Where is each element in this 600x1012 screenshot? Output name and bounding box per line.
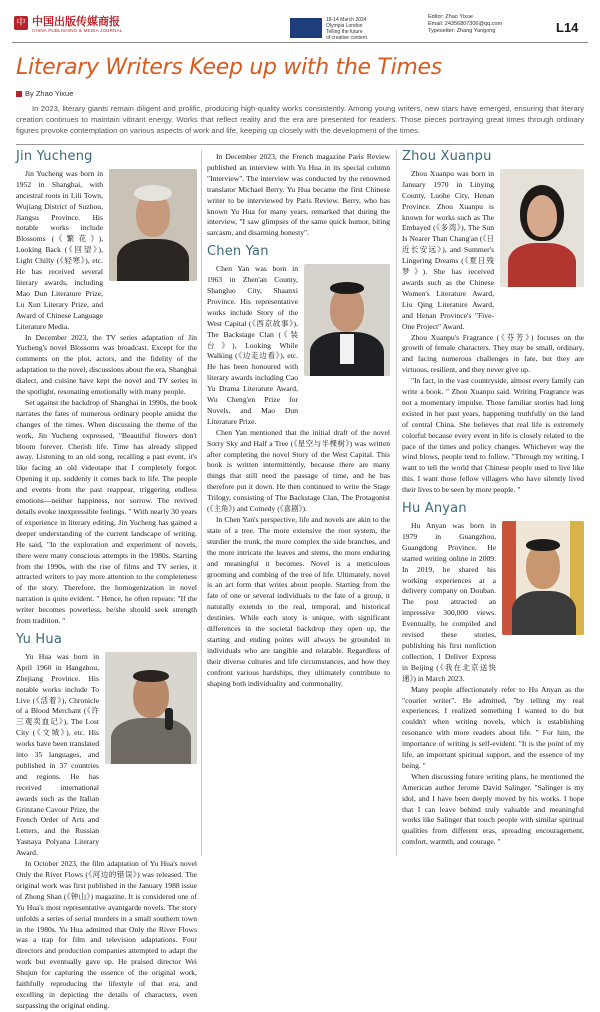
paragraph: In October 2023, the film adaptation of Yu Hua's novel Only the River Flows (《河边的错误》) was released. The original work was first published in the January 1988 issue of Zhong Shan (《钟山》) magazine. It is considered one of Yu Hua's most representative avantgarde novels. The story unfolds a series of serial murders in a small southern town in the 1980s. Yu Hua admitted that Only the River Flows was a trap for film and television adaptations. Four directors and production companies attempted to adapt the work but eventually gave up. He praised director Wei Shujun for capturing the essence of the original work, faithfully reproducing the lifestyle of that era, and excelling in depicting the details of characters, even surpassing the original ending. xyxy=(16,859,197,1010)
paragraph: Set against the backdrop of Shanghai in 1990s, the book narrates the fates of numerous ordinary people amidst the changes of the times. When discussing the theme of the work, Jin Yucheng expressed, "Beautiful flowers don't bloom forever. Cherish life. Time has already slipped away. Listening to an old song, recalling a past event, it's like facing an old videotape that I completely forgot. Opening it up, suddenly it comes back to life. The people and events from the past reappear, triggering endless emotions—neither happiness, nor sorrow. The revived details evoke inexpressible feelings. " With nearly 30 years of experience in literary editing, Jin Yucheng has gained a deeper understanding of the current landscape of writing. He said, "In the exploration and experiment of novels, there were many conscious attempts in the 1980s. Starting from the 1990s, with the rise of films and TV series, it attracted writers to pay more attention to the completeness of the story. Therefore, the homogenization in novel narration is quite evident. " Hence, he often repeats: "If the writer becomes powerless, he/she should seek strength from tradition. " xyxy=(16,397,197,626)
intro-divider xyxy=(16,144,584,145)
paragraph: In December 2023, the TV series adaptation of Jin Yucheng's novel Blossoms was broadcast. Except for the comments on the plot, actors, and the fidelity of the adaptation to the novel, discussions about the era, Shanghai dialect, and cuisine have kept the novel and TV series in the spotlight, resonating emotionally with many people. xyxy=(16,332,197,397)
byline-text: By Zhao Yixue xyxy=(25,89,74,98)
paragraph: In December 2023, the French magazine Paris Review published an interview with Yu Hua in its special column "Interview". The interview was conducted by the renowned translator Michael Berry. Yu Hua became the first Chinese writer to be interviewed by Paris Review. Berry, who has known Yu Hua for many years, remarked that during the interview, "I saw glimpses of the same quick humor, biting sarcasm, and disarming honesty". xyxy=(207,152,390,238)
paragraph: Yu Hua was born in April 1960 in Hangzhou, Zhejiang Province. His notable works include To Live (《活着》), Chronicle of a Blood Merchant (《许三观卖血记》), The Lost City (《文城》), etc. His works have been translated into 35 languages, and published in 37 countries and regions. He has received international awards such as the Italian Grinzane Cavour Prize, the French Order of Arts and Letters, and the Russian Yasnaya Polyana Literary Award. xyxy=(16,651,99,858)
article-intro: In 2023, literary giants remain diligent and prolific, producing high-quality works consistently. Among young writers, new stars have emerged, ensuring that literary creation continues to maintain vibrant energy. Works that reflect reality and the era are presented for readers. Those pieces portraying great times through ordinary figures provoke contemplation on various aspects of work and life, keeping up closely with the development of the times. xyxy=(16,104,584,135)
section-heading-chen-yan: Chen Yan xyxy=(207,244,269,260)
section-heading-yu-hua: Yu Hua xyxy=(16,631,63,647)
section-heading-zhou-xuanpu: Zhou Xuanpu xyxy=(402,149,492,164)
byline-square-icon xyxy=(16,91,22,97)
jin-yucheng-photo xyxy=(109,169,197,281)
chen-yan-photo xyxy=(304,264,390,376)
paragraph: Many people affectionately refer to Hu Anyan as the "courier writer". He admitted, "by telling my real experiences, I realized something I wanted to do but couldn't when writing novels, which is establishing resonance with more readers about life. " For him, the importance of writing is self-evident. "It is the point of my life, an important spiritual support, and the essence of my being. " xyxy=(402,684,584,770)
logo-icon: 中 xyxy=(14,16,28,30)
hu-anyan-photo xyxy=(502,521,584,635)
section-heading-jin-yucheng: Jin Yucheng xyxy=(16,149,93,164)
paragraph: Hu Anyan was born in 1979 in Guangzhou, Guangdong Province. He started writing online in 2009. In 2019, he shared his working experiences at a delivery company on Douban. The post attracted an impressive 300,000 views. Eventually, he compiled and revised these stories, publishing his first nonfiction collection, I Deliver Express in Beijing (《我在北京送快递》) in March 2023. xyxy=(402,521,496,683)
column-divider xyxy=(201,150,202,856)
masthead xyxy=(0,0,600,42)
logo-chinese: 中国出版传媒商报 xyxy=(32,15,120,28)
logo-english: CHINA PUBLISHING & MEDIA JOURNAL xyxy=(32,28,123,33)
byline xyxy=(16,89,73,98)
editor-credits: Editor: Zhao Yixue Email: 24356807306@qq.com Typesetter: Zhang Yangong xyxy=(428,14,503,34)
zhou-xuanpu-photo xyxy=(500,169,584,287)
paragraph: "In fact, in the vast countryside, almost every family can write a book. " Zhou Xuanpu said. Writing Fragrance was not a momentary impulse. Those familiar stories had long existed in her past years, happening truthfully on the land of central China. She believes that real life is extremely colorful because every event in life is closely related to the pace of the times and policy changes. Whichever way the wind blows, people tend to follow. "Through my writing, I want to tell the world that Chinese people used to live like this. I want those fellow villagers who have silently lived their lives to be seen by more people. " xyxy=(402,376,584,495)
article-headline: Literary Writers Keep up with the Times xyxy=(16,55,442,80)
page-number: L14 xyxy=(556,20,579,35)
paragraph: Chen Yan mentioned that the initial draft of the novel Sorry Sky and Half a Tree (《星空与半棵树》) was written after completing the novel Story of the West Capital. This book is written intermittently, because there are many things that still need the passage of time, and he has therefore put it down. He then continued to write the Stage Trilogy, consisting of The Backstage Clan, The Protagonist (《主角》) and Comedy (《喜剧》). xyxy=(207,427,390,514)
paragraph: Zhou Xuanpu's Fragrance (《芬芳》) focuses on the growth of female characters. They may be small, ordinary, and facing numerous challenges in fate, but they are virtuous, resilient, and they never give up. xyxy=(402,332,584,375)
paragraph: In Chen Yan's perspective, life and novels are akin to the state of a tree. The more extensive the root system, the sturdier the trunk, the more complex the side branches, and the more intricate the leaves and stems, the more enduring and meaningful it becomes. Novel is a meticulous grooming and combing of the tree of life. Ultimately, novel is an art form that writes about people. Starting from the fate of one or several individuals to the fate of a group, it naturally extends to the real, temporal, and historical destinies. While each story is unique, with significant differences in the societal backdrop they open up, the starting and ending points will always be grounded in individuals who are tangible and relatable. Regardless of their diverse cultures and life circumstances, and how they confront various hardships, they ultimately contribute to shaping both individuality and commonality. xyxy=(207,515,390,688)
column-2 xyxy=(207,152,390,690)
issue-text: 18-14 March 2024 Olympia London Telling the future of creative content xyxy=(326,17,367,41)
issue-badge xyxy=(290,18,322,38)
paragraph: Jin Yucheng was born in 1952 in Shanghai, with ancestral roots in Lili Town, Wujiang District of Suzhou, Jiangsu Province. His notable works include Blossoms (《繁花》), Looking Back (《回望》), Light Chilly (《轻寒》), etc. He has received several literary awards, including Mao Dun Literature Prize, Lu Xun Literary Prize, and Award of Chinese Language Literature Media. xyxy=(16,168,103,331)
publication-logo xyxy=(14,16,122,33)
paragraph: Chen Yan was born in 1963 in Zhen'an County, Shangluo City, Shaanxi Province. His representative works include Story of the West Capital (《西京故事》), The Backstage Clan (《装台》), Looking While Walking (《边走边看》), etc. He has been honoured with literary awards including Cao Yu Drama Literature Award, Wu Cheng'en Prize for Novels, and Mao Dun Literature Prize. xyxy=(207,264,298,426)
paragraph: Zhou Xuanpu was born in January 1970 in Linying County, Luohe City, Henan Province. Zhou Xuanpu is known for works such as The Embayed (《多湾》), The Sun Is Nearer Than Chang'an (《日近长安远》), and Summer's Lingering Dreams (《夏日残梦》). She has received awards such as the Chinese Women's Literature Award, Liu Qing Literature Award, and Henan Province's "Five-One Project" Award. xyxy=(402,168,494,331)
yu-hua-photo xyxy=(105,652,197,764)
column-divider xyxy=(396,150,397,856)
masthead-divider xyxy=(12,42,588,43)
column-1 xyxy=(16,149,197,1012)
column-3 xyxy=(402,149,584,848)
paragraph: When discussing future writing plans, he mentioned the American author Jerome David Salinger. "Salinger is my idol, and I have been deeply moved by his works. I hope that I can leave behind truly valuable and meaningful works like Salinger that touch people with similar spiritual qualities from different eras, spreading encouragement, comfort, warmth, and courage. " xyxy=(402,771,584,847)
section-heading-hu-anyan: Hu Anyan xyxy=(402,501,467,517)
